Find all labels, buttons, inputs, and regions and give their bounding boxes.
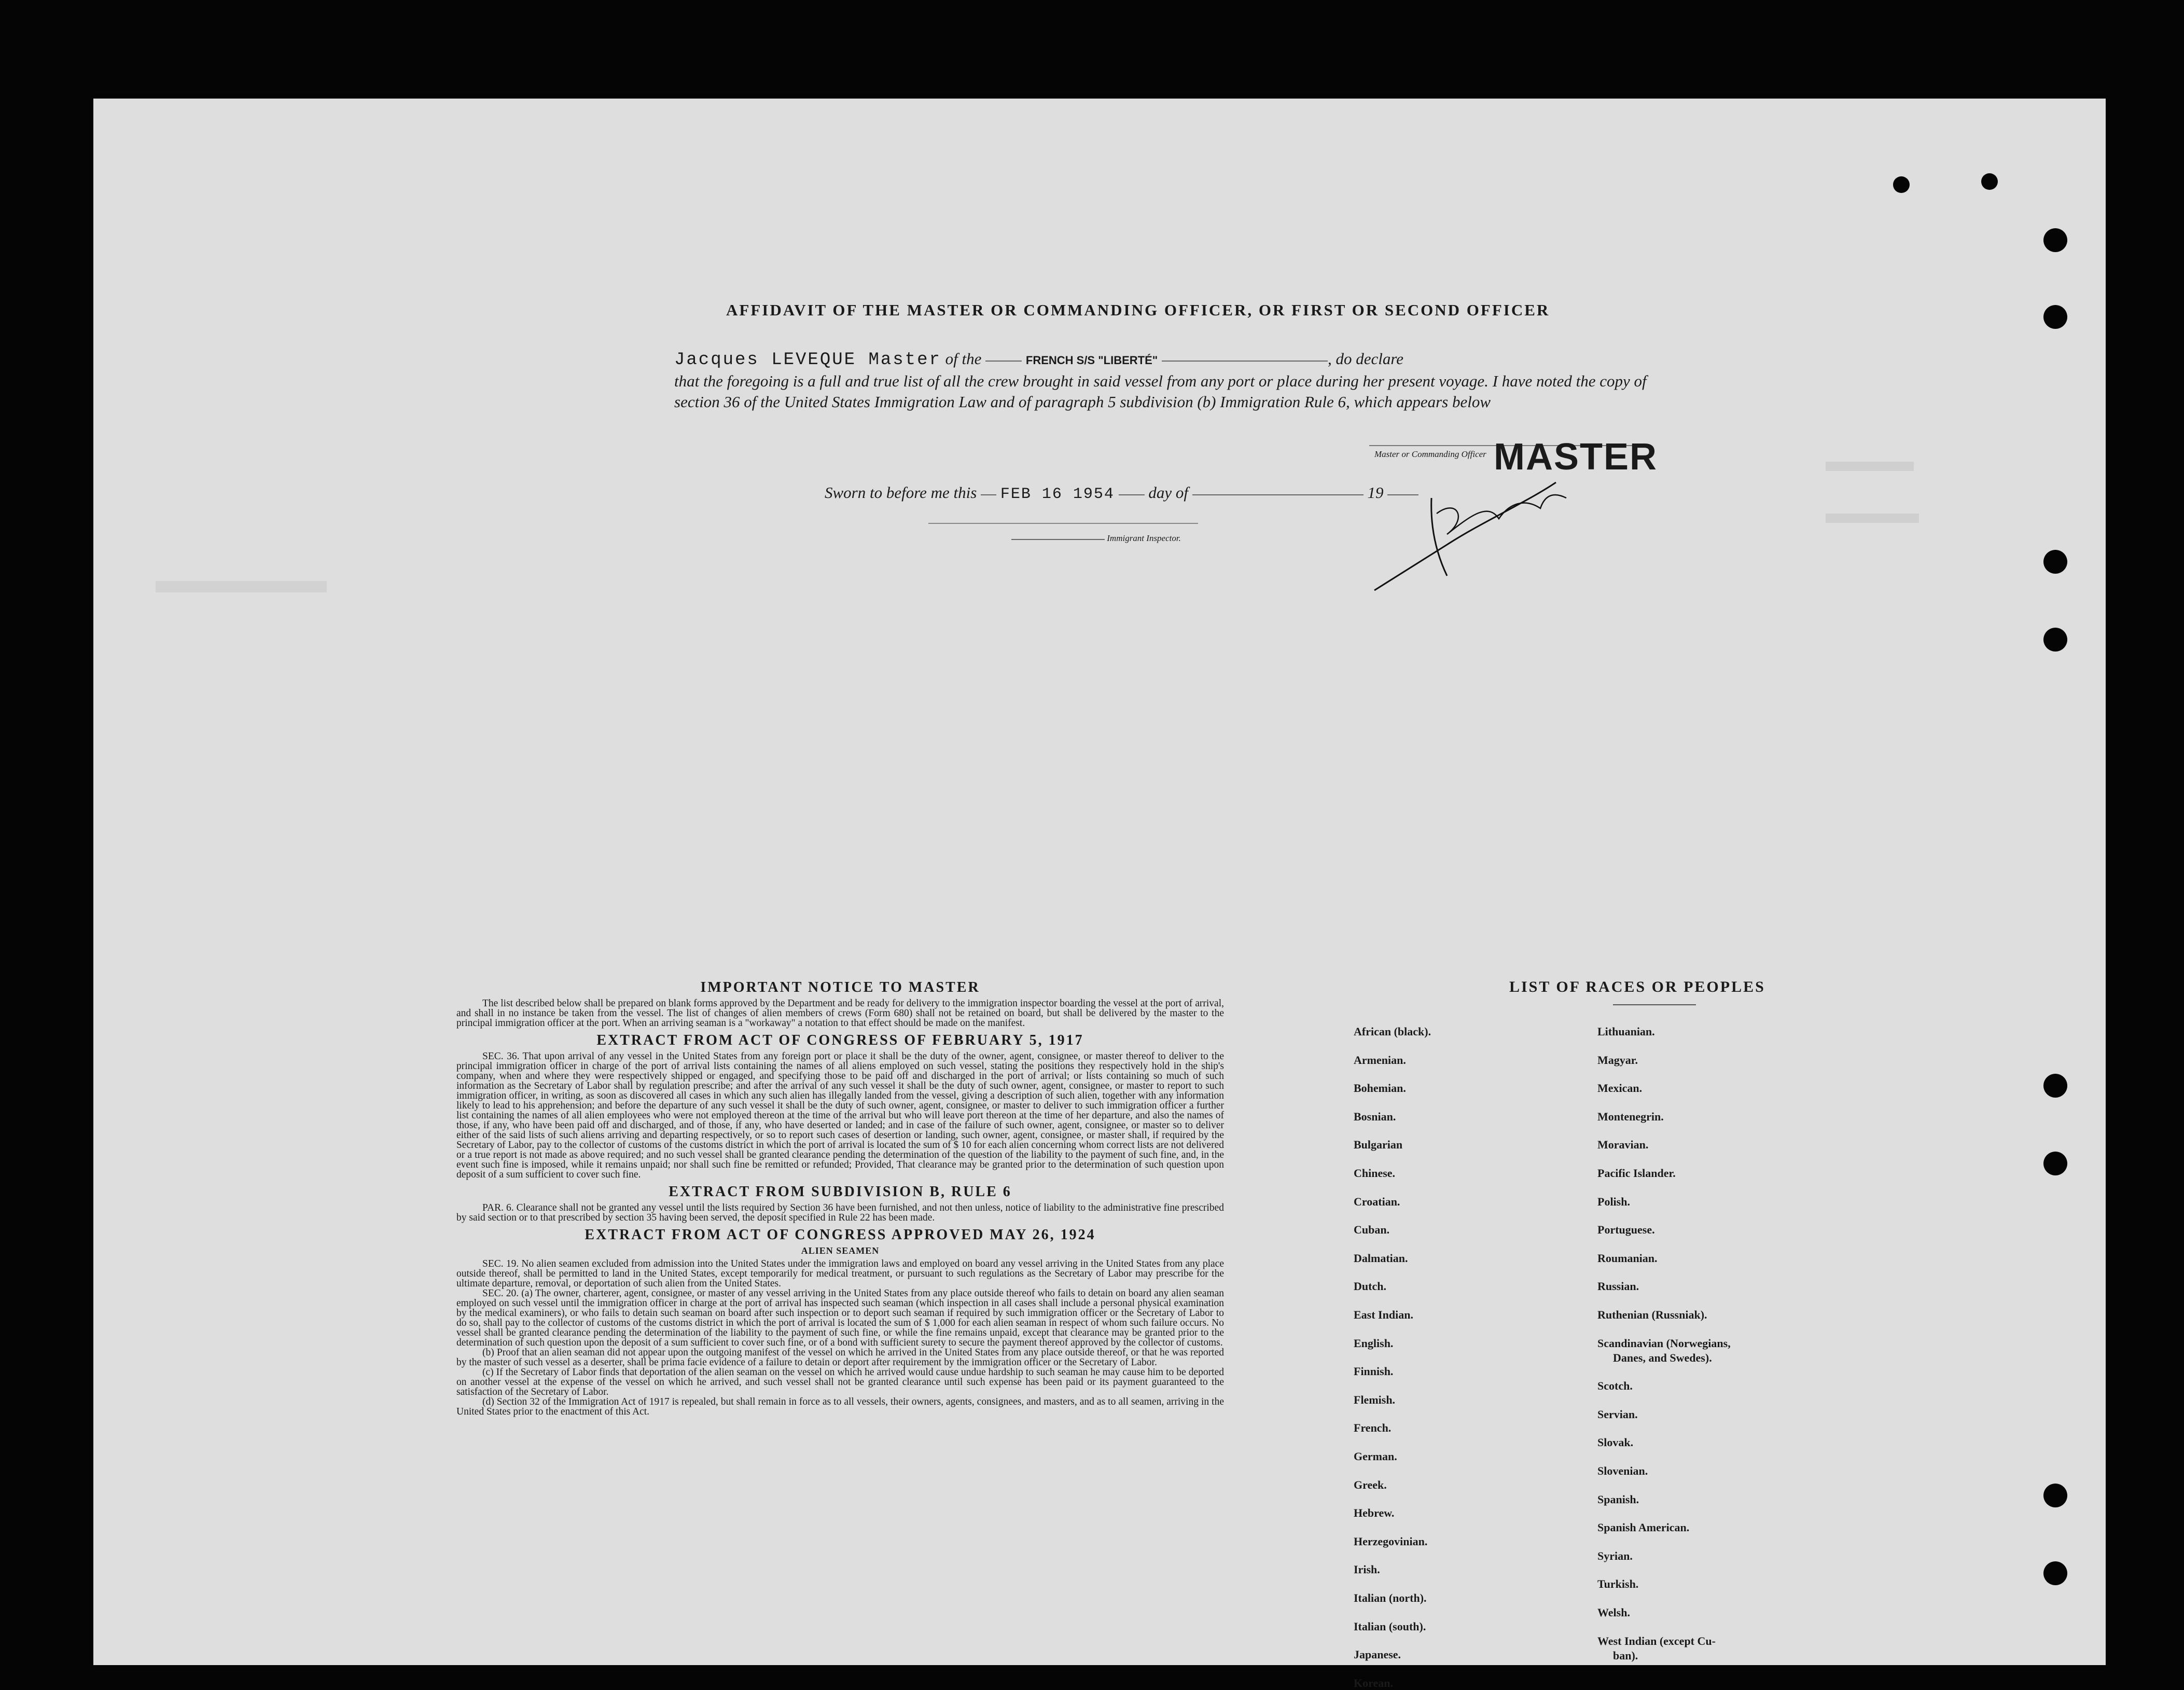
- race-item: Servian.: [1597, 1407, 1638, 1421]
- extract-1917-title: EXTRACT FROM ACT OF CONGRESS OF FEBRUARY 5, 1917: [596, 1032, 1084, 1048]
- race-item: Bosnian.: [1354, 1110, 1396, 1123]
- race-item: Dutch.: [1354, 1280, 1386, 1293]
- race-item: Slovenian.: [1597, 1464, 1648, 1477]
- race-item: West Indian (except Cu-: [1597, 1634, 1716, 1647]
- race-item: ban).: [1613, 1649, 1638, 1662]
- sworn-prefix: Sworn to before me this: [825, 483, 977, 502]
- race-item: Japanese.: [1354, 1648, 1401, 1661]
- punch-hole: [1893, 176, 1910, 193]
- race-item: African (black).: [1354, 1025, 1431, 1038]
- race-item: Hebrew.: [1354, 1506, 1395, 1520]
- extract-1924-title: EXTRACT FROM ACT OF CONGRESS APPROVED MAY 26, 1924: [585, 1227, 1096, 1243]
- blank-line: [981, 493, 996, 495]
- race-item: Mexican.: [1597, 1082, 1643, 1095]
- document-page: [93, 99, 2106, 1689]
- race-item: German.: [1354, 1450, 1397, 1463]
- race-item: Italian (south).: [1354, 1619, 1426, 1633]
- race-item: French.: [1354, 1421, 1392, 1435]
- date-stamp: FEB 16 1954: [1000, 486, 1115, 503]
- race-item: Lithuanian.: [1597, 1025, 1655, 1038]
- bleed-through-mark: [1826, 514, 1919, 523]
- race-item: Croatian.: [1354, 1195, 1400, 1208]
- race-item: Cuban.: [1354, 1223, 1390, 1237]
- bleed-through-mark: [156, 581, 327, 592]
- race-item: Scotch.: [1597, 1379, 1633, 1393]
- sworn-line: [825, 483, 1418, 503]
- blank-line: [985, 359, 1022, 362]
- bleed-through-mark: [1826, 462, 1914, 471]
- race-item: Chinese.: [1354, 1167, 1396, 1180]
- race-item: Ruthenian (Russniak).: [1597, 1308, 1707, 1321]
- race-item: East Indian.: [1354, 1308, 1413, 1321]
- races-title-underline: [1613, 1004, 1696, 1005]
- race-item: Russian.: [1597, 1280, 1639, 1293]
- punch-hole: [2043, 1152, 2067, 1175]
- punch-hole: [2043, 628, 2067, 652]
- race-item: Korean.: [1354, 1676, 1393, 1689]
- race-item: Finnish.: [1354, 1365, 1394, 1378]
- punch-hole: [2043, 228, 2067, 252]
- extract-1917-text: SEC. 36. That upon arrival of any vessel in the United States from any foreign port or place it shall be the duty of the owner, agent, consignee, or master thereof to deliver to the principal immigration officer in charge of the port of arrival lists containing the names of all aliens employed on such vessel, stating the positions they respectively hold in the ship's company, when and where they were respectively shipped or engaged, and specifying those to be paid off and discharged in the port of arrival; or lists containing so much of such information as the Secretary of Labor shall by regulation prescribe; and after the arrival of any such vessel it shall be the duty of such owner, agent, consignee, or master to report to such immigration officer, in writing, as soon as discovered all cases in which any such alien has illegally landed from the vessel, giving a description of such alien, together with any information likely to lead to his apprehension; and before the departure of any such vessel it shall be the duty of such owner, agent, consignee, or master to deliver to such immigration officer a further list containing the names of all alien employees who were not employed thereon at the time of the arrival but who will leave port thereon at the time of her departure, and also the names of those, if any, who have been paid off and discharged, and of those, if any, who have deserted or landed; and in case of the failure of such owner, agent, consignee, or master so to deliver either of the said lists of such aliens arriving and departing respectively, or so to report such cases of desertion or landing, such owner, agent, consignee, or master shall, if required by the Secretary of Labor, pay to the collector of customs of the customs district in which the port of arrival is located the sum of $ 10 for each alien concerning whom correct lists are not delivered or a true report is not made as above required; and no such vessel shall be granted clearance pending the determination of the question of the liability to the payment of such fine, and, in the event such fine is imposed, while it remains unpaid; nor shall such fine be remitted or refunded; Provided, That clearance may be granted prior to the determination of such question upon deposit of a sum sufficient to cover such fine.: [456, 1051, 1224, 1180]
- race-item: Scandinavian (Norwegians,: [1597, 1336, 1731, 1350]
- race-item: English.: [1354, 1336, 1394, 1350]
- affidavit-title: AFFIDAVIT OF THE MASTER OR COMMANDING OFFICER, OR FIRST OR SECOND OFFICER: [726, 301, 1550, 319]
- races-title: LIST OF RACES OR PEOPLES: [1509, 978, 1765, 995]
- race-item: Italian (north).: [1354, 1591, 1427, 1604]
- race-item: Syrian.: [1597, 1549, 1633, 1562]
- blank-line: [1387, 493, 1418, 495]
- legal-notice-column: [456, 975, 1224, 1417]
- inspector-caption-text: Immigrant Inspector.: [1107, 533, 1181, 543]
- punch-hole: [2043, 1561, 2067, 1585]
- blank-line: [1192, 493, 1364, 495]
- signature-caption: Master or Commanding Officer: [1374, 449, 1486, 459]
- punch-hole: [1981, 173, 1998, 190]
- race-item: Magyar.: [1597, 1053, 1638, 1066]
- punch-hole: [2043, 550, 2067, 574]
- race-item: Montenegrin.: [1597, 1110, 1664, 1123]
- blank-line: [1119, 493, 1145, 495]
- blank-line: [1011, 538, 1105, 540]
- notice-title: IMPORTANT NOTICE TO MASTER: [700, 979, 980, 995]
- race-item: Greek.: [1354, 1478, 1387, 1491]
- punch-hole: [2043, 1484, 2067, 1507]
- race-item: Portuguese.: [1597, 1223, 1655, 1237]
- year-prefix: 19: [1367, 483, 1384, 502]
- race-item: Bohemian.: [1354, 1082, 1406, 1095]
- extract-1924-paragraph: SEC. 19. No alien seamen excluded from admission into the United States under the immigration laws and employed on board any vessel arriving in the United States from any place outside thereof, shall be permitted to land in the United States, except temporarily for medical treatment, or pursuant to such regulations as the Secretary of Labor may prescribe for the ultimate departure, removal, or deportation of such alien from the United States.: [456, 1258, 1224, 1289]
- vessel-name: FRENCH S/S "LIBERTÉ": [1025, 354, 1158, 367]
- affidavit-statement-block: [674, 349, 1649, 412]
- race-item: Polish.: [1597, 1195, 1630, 1208]
- rule6-text: PAR. 6. Clearance shall not be granted any vessel until the lists required by Section 36 have been furnished, and not then unless, notice of liability to the administrative fine prescribed by said section or to that prescribed by section 35 having been served, the deposit specified in Rule 22 has been made.: [456, 1202, 1224, 1223]
- inspector-caption: [1011, 533, 1181, 544]
- extract-1924-paragraph: SEC. 20. (a) The owner, charterer, agent, consignee, or master of any vessel arriving in the United States from any place outside thereof who fails to detain on board any alien seaman employed on such vessel until the immigration officer in charge at the port of arrival has inspected such seaman (which inspection in all cases shall include a personal physical examination by the medical examiners), or who fails to detain such seaman on board after such inspection or to deport such seaman if required by such immigration officer or the Secretary of Labor to do so, shall pay to the collector of customs of the customs district in which the port of arrival is located the sum of $ 1,000 for each alien seaman in respect of whom such failure occurs. No vessel shall be granted clearance pending the determination of the liability to the payment of such fine, or while the fine remains unpaid, except that clearance may be granted prior to the determination of such question upon the deposit of a sum sufficient to cover such fine, or of a bond with sufficient surety to secure the payment thereof approved by the collector of customs.: [456, 1288, 1224, 1348]
- notice-text: The list described below shall be prepared on blank forms approved by the Department and be ready for delivery to the immigration inspector boarding the vessel at the port of arrival, and shall in no instance be taken from the vessel. The list of changes of alien members of crews (Form 680) shall not be retained on board, but shall be delivered by the master to the principal immigration officer at the port. When an arriving seaman is a "workaway" a notation to that effect should be made on the manifest.: [456, 998, 1224, 1029]
- statement-text: that the foregoing is a full and true list of all the crew brought in said vessel from any port or place during her present voyage. I have noted the copy of section 36 of the United States Immigration Law and of paragraph 5 subdivision (b) Immigration Rule 6, which appears below: [674, 372, 1647, 411]
- race-item: Dalmatian.: [1354, 1251, 1408, 1265]
- punch-hole: [2043, 1074, 2067, 1098]
- master-stamp: MASTER: [1494, 436, 1658, 478]
- handwritten-signature: [1369, 462, 1639, 597]
- race-item: Irish.: [1354, 1563, 1380, 1576]
- race-item: Moravian.: [1597, 1138, 1649, 1152]
- race-item: Herzegovinian.: [1354, 1534, 1428, 1548]
- do-declare-label: , do declare: [1327, 350, 1404, 368]
- race-item: Spanish.: [1597, 1492, 1639, 1506]
- officer-name: Jacques LEVEQUE Master: [674, 350, 941, 370]
- extract-1924-paragraph: (b) Proof that an alien seaman did not appear upon the outgoing manifest of the vessel on which he arrived in the United States from any place outside thereof, or that he was reported by the master of such vessel as a deserter, shall be prima facie evidence of a failure to detain or deport after requirement by the immigration officer or the Secretary of Labor.: [456, 1347, 1224, 1368]
- race-item: Armenian.: [1354, 1053, 1406, 1066]
- extract-1924-subtitle: ALIEN SEAMEN: [801, 1245, 880, 1256]
- extract-1924-paragraph: (c) If the Secretary of Labor finds that deportation of the alien seaman on the vessel on which he arrived would cause undue hardship to such seaman he may cause him to be deported on another vessel at the expense of the vessel on which he arrived, and such vessel shall not be granted clearance until such expense has been paid or its payment guaranteed to the satisfaction of the Secretary of Labor.: [456, 1367, 1224, 1397]
- race-item: Welsh.: [1597, 1606, 1630, 1619]
- race-item: Spanish American.: [1597, 1521, 1690, 1534]
- rule6-title: EXTRACT FROM SUBDIVISION B, RULE 6: [669, 1184, 1012, 1200]
- race-item: Slovak.: [1597, 1436, 1634, 1449]
- race-item: Turkish.: [1597, 1577, 1639, 1591]
- extract-1924-paragraph: (d) Section 32 of the Immigration Act of 1917 is repealed, but shall remain in force as to all vessels, their owners, agents, consignees, and masters, and as to all seamen, arriving in the United States prior to the enactment of this Act.: [456, 1396, 1224, 1417]
- race-item: Danes, and Swedes).: [1613, 1351, 1712, 1364]
- race-item: Bulgarian: [1354, 1138, 1403, 1152]
- day-of-label: day of: [1148, 483, 1189, 502]
- of-the-label: of the: [945, 350, 982, 368]
- blank-line: [1162, 359, 1328, 362]
- race-item: Roumanian.: [1597, 1251, 1658, 1265]
- punch-hole: [2043, 305, 2067, 329]
- race-item: Flemish.: [1354, 1393, 1396, 1406]
- race-item: Pacific Islander.: [1597, 1167, 1676, 1180]
- inspector-signature-line: [928, 523, 1198, 524]
